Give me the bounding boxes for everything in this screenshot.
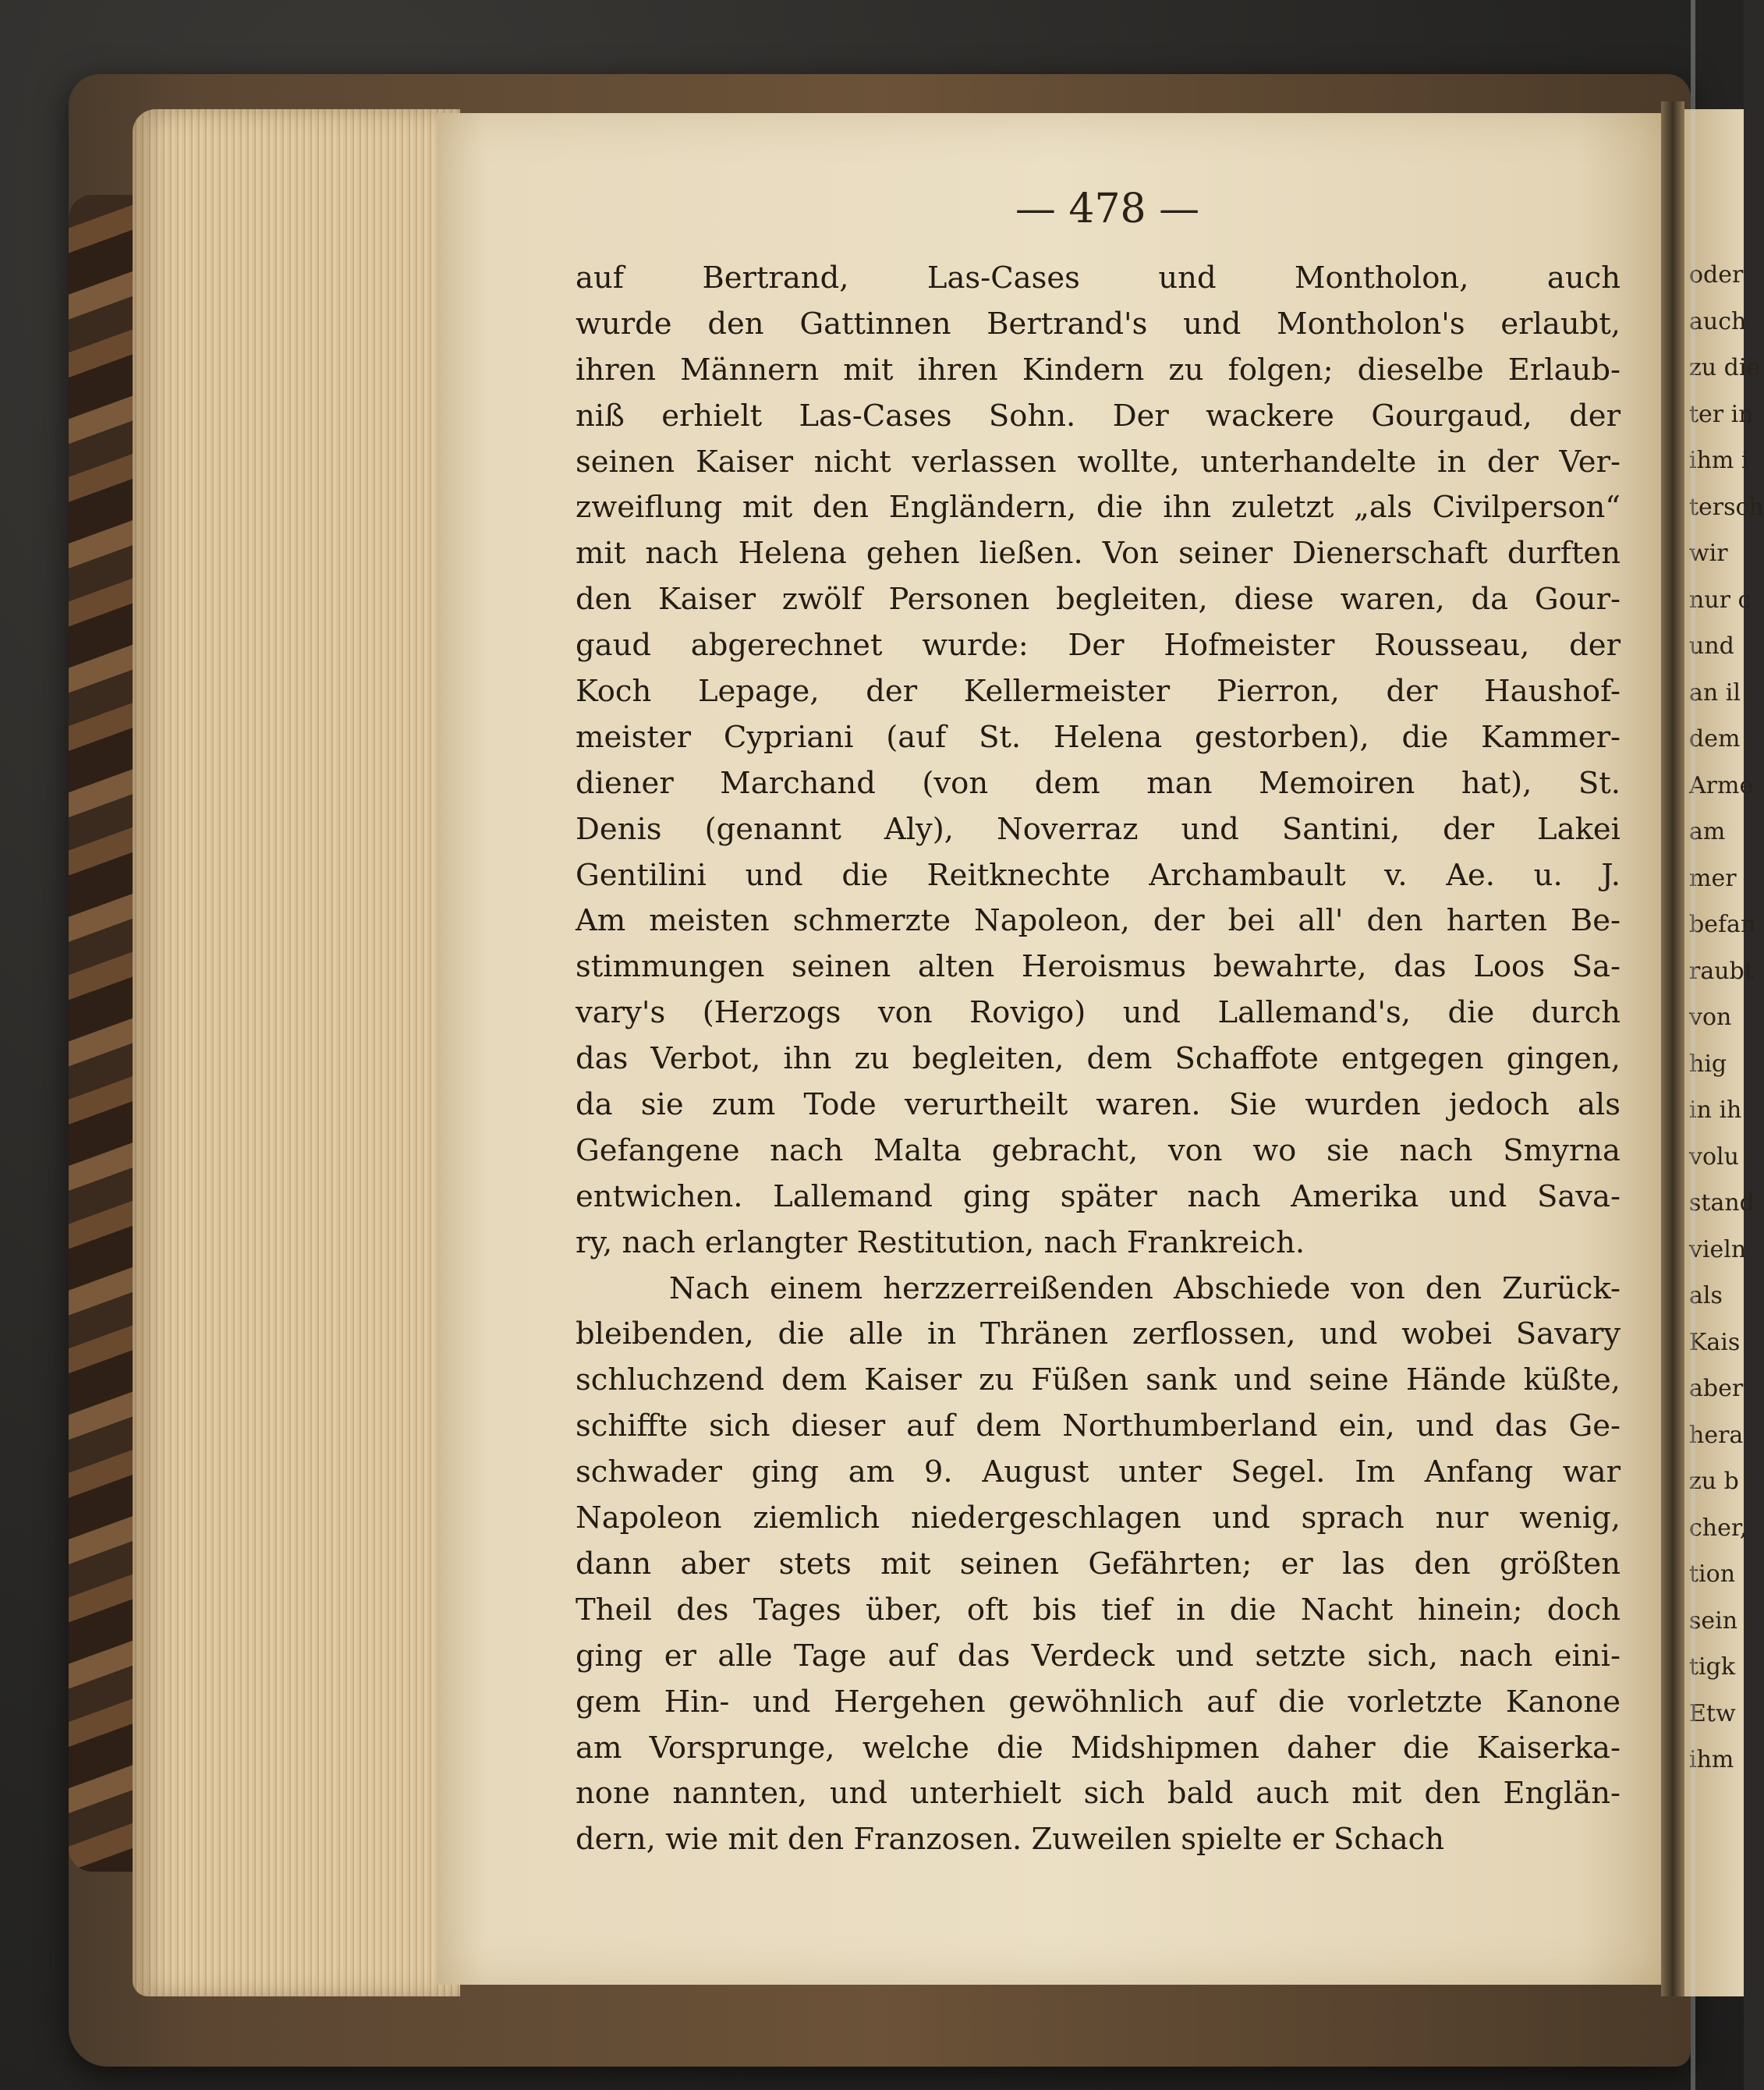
next-page-fragment: ihm i [1689, 447, 1749, 474]
next-page-fragment: als [1689, 1282, 1723, 1309]
text-line: schluchzend dem Kaiser zu Füßen sank und seine Hände küßte, [576, 1362, 1621, 1398]
next-page-fragment: stand [1689, 1189, 1755, 1217]
page-stack-edge [133, 109, 460, 1996]
text-line: none nannten, und unterhielt sich bald auch mit den Englän- [576, 1776, 1621, 1812]
text-line: Gentilini und die Reitknechte Archambault v. Ae. u. J. [576, 857, 1621, 893]
next-page-fragment: sein [1689, 1606, 1738, 1635]
text-line: am Vorsprunge, welche die Midshipmen daher die Kaiserka- [576, 1730, 1621, 1766]
next-page-fragment: mer [1689, 864, 1737, 892]
text-line: stimmungen seinen alten Heroismus bewahrte, das Loos Sa- [576, 949, 1621, 985]
text-line: ihren Männern mit ihren Kindern zu folgen; dieselbe Erlaub- [576, 352, 1621, 388]
text-line: auf Bertrand, Las-Cases und Montholon, auch [576, 260, 1621, 296]
next-page-fragment: oder [1689, 261, 1744, 289]
text-line: mit nach Helena gehen ließen. Von seiner Dienerschaft durften [576, 536, 1621, 572]
text-line: Nach einem herzzerreißenden Abschiede von den Zurück- [669, 1270, 1621, 1306]
text-line: meister Cypriani (auf St. Helena gestorben), die Kammer- [576, 719, 1621, 755]
text-line: den Kaiser zwölf Personen begleiten, diese waren, da Gour- [576, 582, 1621, 618]
next-page-fragment: vieln [1689, 1235, 1747, 1263]
marbled-edge [69, 195, 139, 1872]
text-line: niß erhielt Las-Cases Sohn. Der wackere Gourgaud, der [576, 398, 1621, 434]
next-page-fragment: zu b [1689, 1468, 1739, 1495]
glass-plate-edge [1691, 0, 1695, 2090]
text-line: entwichen. Lallemand ging später nach Amerika und Sava- [576, 1178, 1621, 1214]
next-page-fragment: tersch [1689, 493, 1764, 521]
text-line: Napoleon ziemlich niedergeschlagen und sprach nur wenig, [576, 1500, 1621, 1536]
next-page-fragment: von [1689, 1004, 1732, 1031]
next-page-fragment: befan [1689, 911, 1756, 938]
next-page-fragment: volu [1689, 1142, 1739, 1171]
next-page-fragment: tion [1689, 1560, 1736, 1588]
text-line: da sie zum Tode verurtheilt waren. Sie wurden jedoch als [576, 1087, 1621, 1123]
next-page-fragment: cher, [1689, 1514, 1748, 1542]
text-line: Koch Lepage, der Kellermeister Pierron, der Haushof- [576, 674, 1621, 710]
text-line: das Verbot, ihn zu begleiten, dem Schaffote entgegen gingen, [576, 1041, 1621, 1077]
next-page-fragment: in ih [1689, 1096, 1742, 1124]
next-page-fragment: dem [1689, 725, 1741, 753]
text-line: zweiflung mit den Engländern, die ihn zuletzt „als Civilperson“ [576, 490, 1621, 526]
next-page-fragment: nur c [1689, 586, 1752, 614]
next-page-fragment: tigk [1689, 1653, 1736, 1681]
next-page-fragment: zu die [1689, 354, 1761, 381]
next-page-fragment: hig [1689, 1050, 1727, 1078]
text-line: Am meisten schmerzte Napoleon, der bei all' den harten Be- [576, 903, 1621, 939]
next-page-fragment: ihm [1689, 1746, 1734, 1773]
text-line: Theil des Tages über, oft bis tief in die Nacht hinein; doch [576, 1592, 1621, 1628]
text-line: vary's (Herzogs von Rovigo) und Lallemand's, die durch [576, 995, 1621, 1031]
text-line: schiffte sich dieser auf dem Northumberland ein, und das Ge- [576, 1408, 1621, 1444]
text-line: schwader ging am 9. August unter Segel. Im Anfang war [576, 1454, 1621, 1490]
next-page-fragment: Kais [1689, 1328, 1741, 1356]
text-line: bleibenden, die alle in Thränen zerflossen, und wobei Savary [576, 1316, 1621, 1352]
next-page-fragment: Etw [1689, 1699, 1736, 1727]
text-line: seinen Kaiser nicht verlassen wollte, unterhandelte in der Ver- [576, 444, 1621, 480]
text-line: dann aber stets mit seinen Gefährten; er las den größten [576, 1546, 1621, 1582]
page-number: — 478 — [1015, 186, 1200, 232]
next-page-fragment: auch [1689, 307, 1747, 335]
next-page-fragment: Arme [1689, 771, 1754, 799]
next-page-fragment: am [1689, 818, 1726, 845]
next-page-fragment: raubt [1689, 957, 1754, 985]
next-page-fragment: und [1689, 632, 1734, 660]
text-line: gem Hin- und Hergehen gewöhnlich auf die vorletzte Kanone [576, 1684, 1621, 1720]
next-page-fragment: aber [1689, 1375, 1744, 1402]
text-line: dern, wie mit den Franzosen. Zuweilen spielte er Schach [576, 1822, 1445, 1858]
next-page-fragment: ter in [1689, 400, 1754, 428]
text-line: gaud abgerechnet wurde: Der Hofmeister Rousseau, der [576, 628, 1621, 664]
next-page-fragment: wir [1689, 540, 1728, 567]
page-text [576, 256, 1621, 1863]
text-line: ry, nach erlangter Restitution, nach Frankreich. [576, 1224, 1305, 1260]
text-line: ging er alle Tage auf das Verdeck und setzte sich, nach eini- [576, 1638, 1621, 1674]
book-gutter [1661, 101, 1684, 1996]
next-page-fragment: an il [1689, 678, 1741, 707]
next-page-fragment: hera [1689, 1421, 1744, 1449]
text-line: diener Marchand (von dem man Memoiren hat), St. [576, 765, 1621, 801]
text-line: wurde den Gattinnen Bertrand's und Montholon's erlaubt, [576, 306, 1621, 342]
text-line: Gefangene nach Malta gebracht, von wo sie nach Smyrna [576, 1132, 1621, 1168]
text-line: Denis (genannt Aly), Noverraz und Santini, der Lakei [576, 811, 1621, 847]
